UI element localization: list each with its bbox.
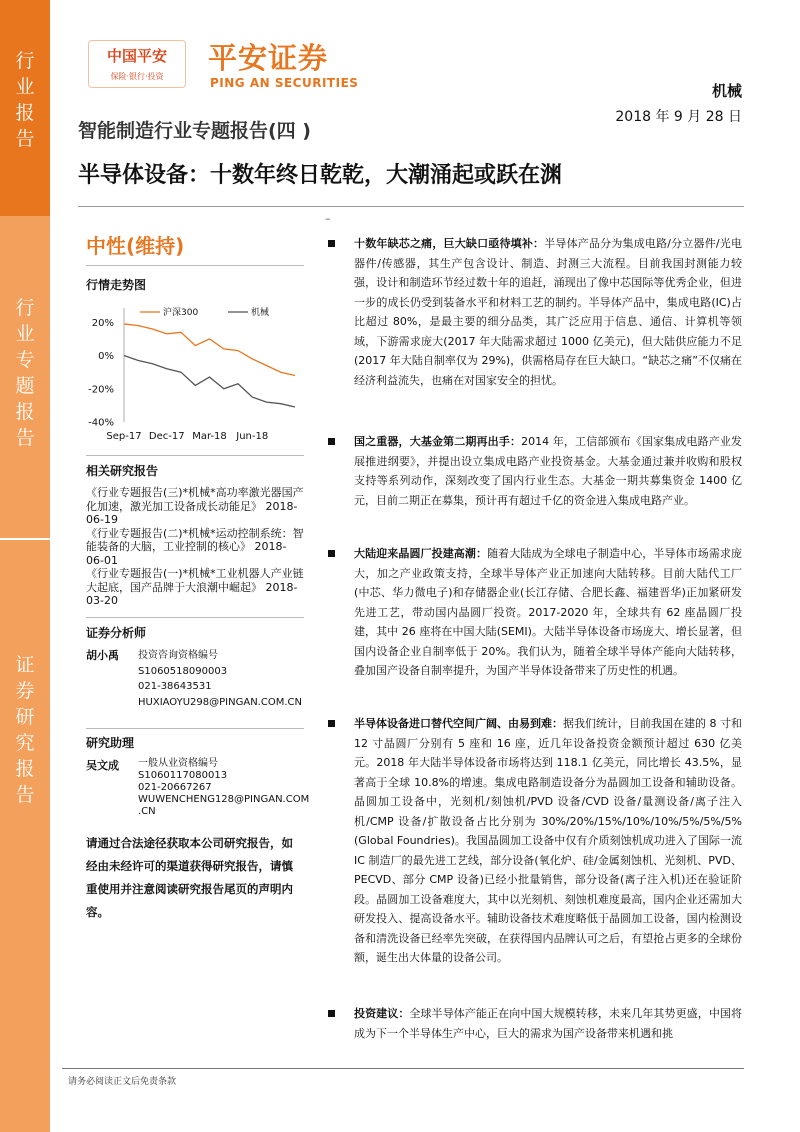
bullet-text bbox=[354, 544, 742, 681]
sidebar-divider bbox=[0, 538, 50, 540]
y-tick-label: 0% bbox=[98, 351, 114, 363]
analyst-license-number: S1060518090003 bbox=[138, 665, 228, 677]
bullet-heading: 十数年缺芯之痛，巨大缺口亟待填补： bbox=[354, 237, 545, 250]
bullet-square-icon bbox=[328, 438, 335, 445]
assistant-section-title: 研究助理 bbox=[86, 736, 135, 750]
column-dash: – bbox=[325, 212, 331, 225]
footer-divider bbox=[62, 1068, 744, 1069]
report-title: 半导体设备：十数年终日乾乾，大潮涌起或跃在渊 bbox=[78, 163, 563, 188]
related-report-item[interactable]: 《行业专题报告(三)*机械*高功率激光器国产化加速，激光加工设备成长动能足》 2018-06-19 bbox=[86, 486, 304, 526]
x-tick-label: Mar-18 bbox=[192, 431, 227, 442]
related-report-item[interactable]: 《行业专题报告(一)*机械*工业机器人产业链大起底，国产品牌于大浪潮中崛起》 2018-03-20 bbox=[86, 567, 304, 607]
bullet-heading: 投资建议： bbox=[354, 1007, 410, 1020]
related-reports-title: 相关研究报告 bbox=[86, 464, 159, 478]
assistant-name: 吴文成 bbox=[86, 759, 119, 772]
analyst-divider bbox=[86, 617, 304, 618]
market-trend-chart bbox=[80, 300, 305, 445]
bullet-heading: 半导体设备进口替代空间广阔、由易到难： bbox=[354, 717, 563, 730]
assistant-license-label: 一般从业资格编号 bbox=[138, 758, 218, 769]
x-tick-label: Sep-17 bbox=[106, 431, 142, 442]
y-tick-label: 20% bbox=[91, 317, 114, 329]
report-subtitle: 智能制造行业专题报告(四 ) bbox=[78, 120, 311, 142]
bullet-text bbox=[354, 234, 742, 390]
industry-label: 机械 bbox=[711, 82, 742, 100]
bullet-text bbox=[354, 432, 742, 510]
related-report-item[interactable]: 《行业专题报告(二)*机械*运动控制系统：智能装备的大脑，工业控制的核心》 2018-06-01 bbox=[86, 526, 304, 567]
bullet-body: 2014 年，工信部颁布《国家集成电路产业发展推进纲要》，并提出设立集成电路产业投资基金。大基金通过兼并收购和股权支持等系列动作，深刻改变了国内行业生态。大基金一期共募集资金 1400 亿元，目前二期正在募集，预计再有超过千亿的资金进入集成电路产业。 bbox=[354, 435, 742, 507]
bullet-square-icon bbox=[328, 1010, 335, 1017]
bullet-body: 半导体产品分为集成电路/分立器件/光电器件/传感器，其生产包含设计、制造、封测三大流程。目前我国封测能力较强，设计和制造环节经过数十年的追赶，涌现出了像中芯国际等优秀企业，但进一步的成长仍受到装备水平和材料工艺的制约。半导体产品中，集成电路(IC)占比超过 80%，是最主要的细分品类，其广泛应用于信息、通信、计算机等领域，下游需求庞大(2017 年大陆需求超过 1000 亿美元)，但大陆供应能力不足(2017 年大陆自制率仅为 29%)，供需格局存在巨大缺口。“缺芯之痛”不仅痛在经济利益流失，也痛在对国家安全的担忧。 bbox=[354, 237, 742, 387]
ping-an-logo-text: 中国平安 bbox=[106, 47, 167, 65]
bullet-body: 随着大陆成为全球电子制造中心，半导体市场需求庞大，加之产业政策支持，全球半导体产业正加速向大陆转移。目前大陆代工厂(中芯、华力微电子)和存储器企业(长江存储、合肥长鑫、福建晋华)正加紧研发先进工艺，带动国内晶圆厂投资。2017-2020 年，全球共有 62 座晶圆厂投建，其中 26 座将在中国大陆(SEMI)。大陆半导体设备市场庞大、增长显著，但国内设备企业自制率低于 20%。我们认为，随着全球半导体产能向大陆转移，叠加国产设备自制率提升，为国产半导体设备带来了历史性的机遇。 bbox=[354, 547, 743, 677]
ping-an-slogan: 保险·银行·投资 bbox=[110, 72, 164, 81]
y-tick-label: -20% bbox=[88, 384, 114, 396]
assistant-divider bbox=[86, 728, 304, 729]
rating-divider bbox=[86, 265, 304, 266]
assistant-license-number: S1060117080013 bbox=[138, 770, 228, 781]
bullet-square-icon bbox=[328, 550, 335, 557]
securities-logo-text: 平安证券 bbox=[208, 41, 329, 75]
report-date: 2018 年 9 月 28 日 bbox=[615, 109, 742, 125]
analyst-details bbox=[138, 648, 308, 710]
analyst-license-label: 投资咨询资格编号 bbox=[138, 650, 218, 661]
bullet-heading: 国之重器，大基金第二期再出手： bbox=[354, 435, 522, 448]
analyst-phone: 021-38643531 bbox=[138, 681, 212, 692]
related-divider bbox=[86, 455, 304, 456]
legend-label: 沪深300 bbox=[163, 308, 199, 318]
header-divider bbox=[78, 206, 744, 207]
bullet-body: 全球半导体产能正在向中国大规模转移，未来几年其势更盛，中国将成为下一个半导体生产中心，巨大的需求为国产设备带来机遇和挑 bbox=[354, 1007, 743, 1040]
bullet-square-icon bbox=[328, 240, 335, 247]
bullet-square-icon bbox=[328, 720, 335, 727]
bullet-text bbox=[354, 714, 742, 968]
y-tick-label: -40% bbox=[88, 417, 114, 429]
series-line bbox=[124, 324, 295, 376]
chart-section-title: 行情走势图 bbox=[86, 278, 147, 292]
bullet-text bbox=[354, 1004, 742, 1043]
securities-logo-en: PING AN SECURITIES bbox=[210, 76, 359, 90]
analyst-section-title: 证券分析师 bbox=[86, 626, 147, 640]
sidebar-label-report-type: 行业报告 bbox=[15, 50, 35, 150]
rating: 中性(维持) bbox=[86, 234, 185, 258]
x-tick-label: Jun-18 bbox=[236, 431, 269, 442]
bullet-body: 据我们统计，目前我国在建的 8 寸和 12 寸晶圆厂分别有 5 座和 16 座，近几年设备投资金额预计超过 630 亿美元。2018 年大陆半导体设备市场将达到 118.1 亿美元，同比增长 43.5%，显著高于全球 10.8%的增速。集成电路制造设备分为晶圆加工设备和辅助设备。晶圆加工设备中，光刻机/刻蚀机/PVD 设备/CVD 设备/量测设备/离子注入机/CMP 设备/扩散设备占比分别为 30%/20%/15%/10%/10%/5%/5%/5%(Global Foundries)。我国晶圆加工设备中仅有介质刻蚀机成功进入了国际一流 IC 制造厂的最先进工艺线，部分设备(氧化炉、硅/金属刻蚀机、光刻机、PVD、PECVD、部分 CMP 设备)已经小批量销售，部分设备(离子注入机)还在验证阶段。晶圆加工设备难度大，其中以光刻机、刻蚀机难度最高，国内企业还需加大研发投入、提高设备水平。辅助设备技术难度略低于晶圆加工设备，国内检测设备和清洗设备已经率先突破，在获得国内品牌认可之后，有望抢占更多的全球份额，诞生出大体量的设备公司。 bbox=[354, 717, 742, 964]
legend-label: 机械 bbox=[251, 308, 270, 318]
ping-an-logo bbox=[88, 40, 186, 88]
sidebar-label-report-subtype: 行业专题报告 bbox=[15, 297, 35, 449]
assistant-email[interactable]: WUWENCHENG128@PINGAN.COM bbox=[138, 794, 310, 805]
assistant-phone: 021-20667267 bbox=[138, 782, 212, 793]
series-line bbox=[124, 356, 295, 408]
assistant-details bbox=[138, 758, 308, 818]
footer-disclaimer: 请务必阅读正文后免责条款 bbox=[68, 1077, 177, 1087]
analyst-name: 胡小禹 bbox=[86, 649, 119, 662]
assistant-email-suffix[interactable]: .CN bbox=[138, 806, 156, 817]
bullet-heading: 大陆迎来晶圆厂投建高潮： bbox=[354, 547, 488, 560]
analyst-email[interactable]: HUXIAOYU298@PINGAN.COM.CN bbox=[138, 696, 302, 708]
sidebar bbox=[0, 0, 50, 1132]
sidebar-label-research: 证券研究报告 bbox=[15, 654, 35, 806]
related-reports-list bbox=[86, 486, 304, 608]
x-tick-label: Dec-17 bbox=[148, 431, 185, 442]
disclaimer-notice: 请通过合法途径获取本公司研究报告，如经由未经许可的渠道获得研究报告，请慎重使用并注意阅读研究报告尾页的声明内容。 bbox=[86, 836, 293, 919]
